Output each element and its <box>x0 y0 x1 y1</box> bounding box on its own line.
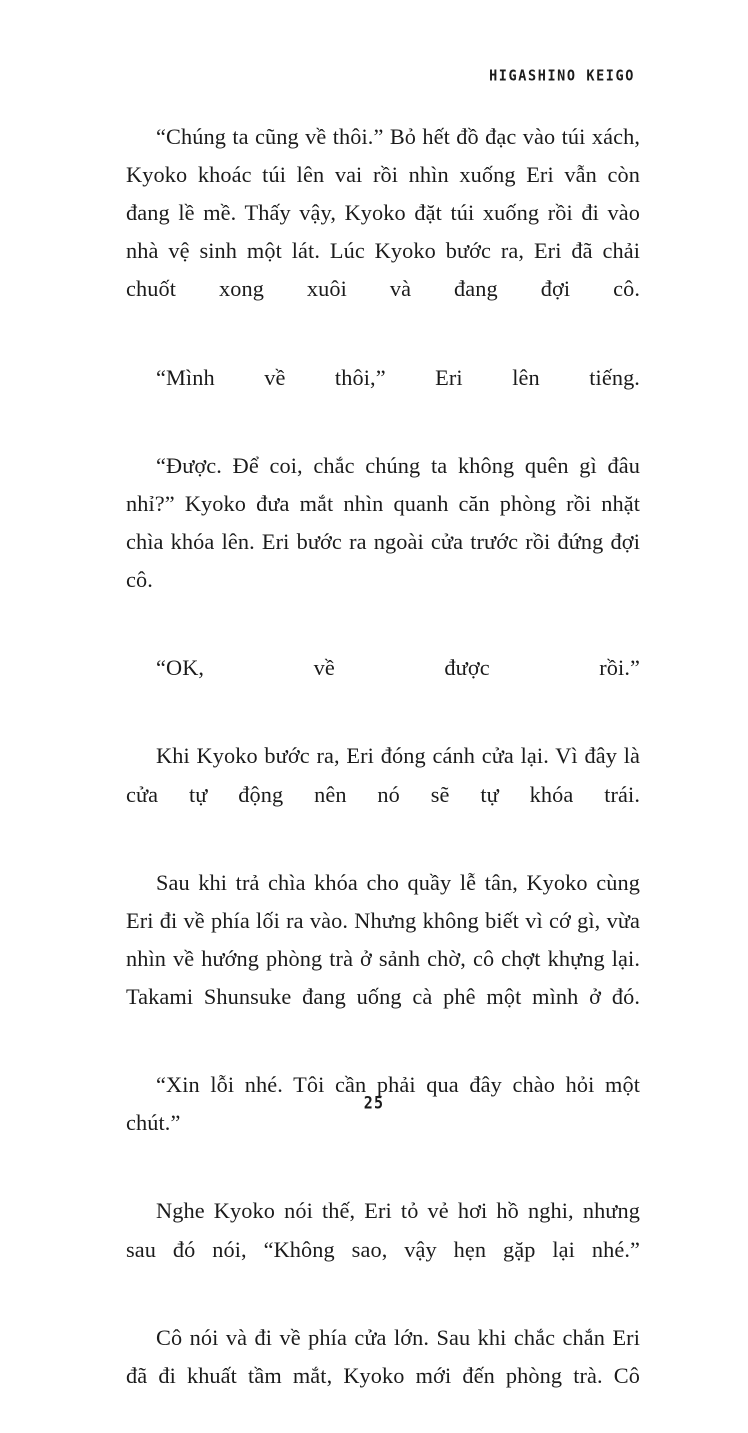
paragraph: “OK, về được rồi.” <box>156 655 640 681</box>
body-text-block <box>126 118 640 1433</box>
paragraph: Nghe Kyoko nói thế, Eri tỏ vẻ hơi hồ nghi, nhưng sau đó nói, “Không sao, vậy hẹn gặp lại nhé.” <box>126 1198 640 1262</box>
running-header: HIGASHINO KEIGO <box>489 67 635 85</box>
paragraph: Cô nói và đi về phía cửa lớn. Sau khi chắc chắn Eri đã đi khuất tầm mắt, Kyoko mới đến phòng trà. Cô <box>126 1324 640 1388</box>
paragraph: Sau khi trả chìa khóa cho quầy lễ tân, Kyoko cùng Eri đi về phía lối ra vào. Nhưng không biết vì cớ gì, vừa nhìn về hướng phòng trà ở sảnh chờ, cô chợt khựng lại. Takami Shunsuke đang uống cà phê một mình ở đó. <box>126 869 640 1009</box>
paragraph: “Được. Để coi, chắc chúng ta không quên gì đâu nhỉ?” Kyoko đưa mắt nhìn quanh căn phòng rồi nhặt chìa khóa lên. Eri bước ra ngoài cửa trước rồi đứng đợi cô. <box>126 452 640 593</box>
paragraph: “Mình về thôi,” Eri lên tiếng. <box>156 364 640 390</box>
paragraph: “Xin lỗi nhé. Tôi cần phải qua đây chào hỏi một chút.” <box>126 1072 640 1136</box>
paragraph: Khi Kyoko bước ra, Eri đóng cánh cửa lại. Vì đây là cửa tự động nên nó sẽ tự khóa trái. <box>126 743 640 807</box>
paragraph: “Chúng ta cũng về thôi.” Bỏ hết đồ đạc vào túi xách, Kyoko khoác túi lên vai rồi nhìn xuống Eri vẫn còn đang lề mề. Thấy vậy, Kyoko đặt túi xuống rồi đi vào nhà vệ sinh một lát. Lúc Kyoko bước ra, Eri đã chải chuốt xong xuôi và đang đợi cô. <box>126 124 640 302</box>
page-number: 25 <box>363 1093 385 1113</box>
